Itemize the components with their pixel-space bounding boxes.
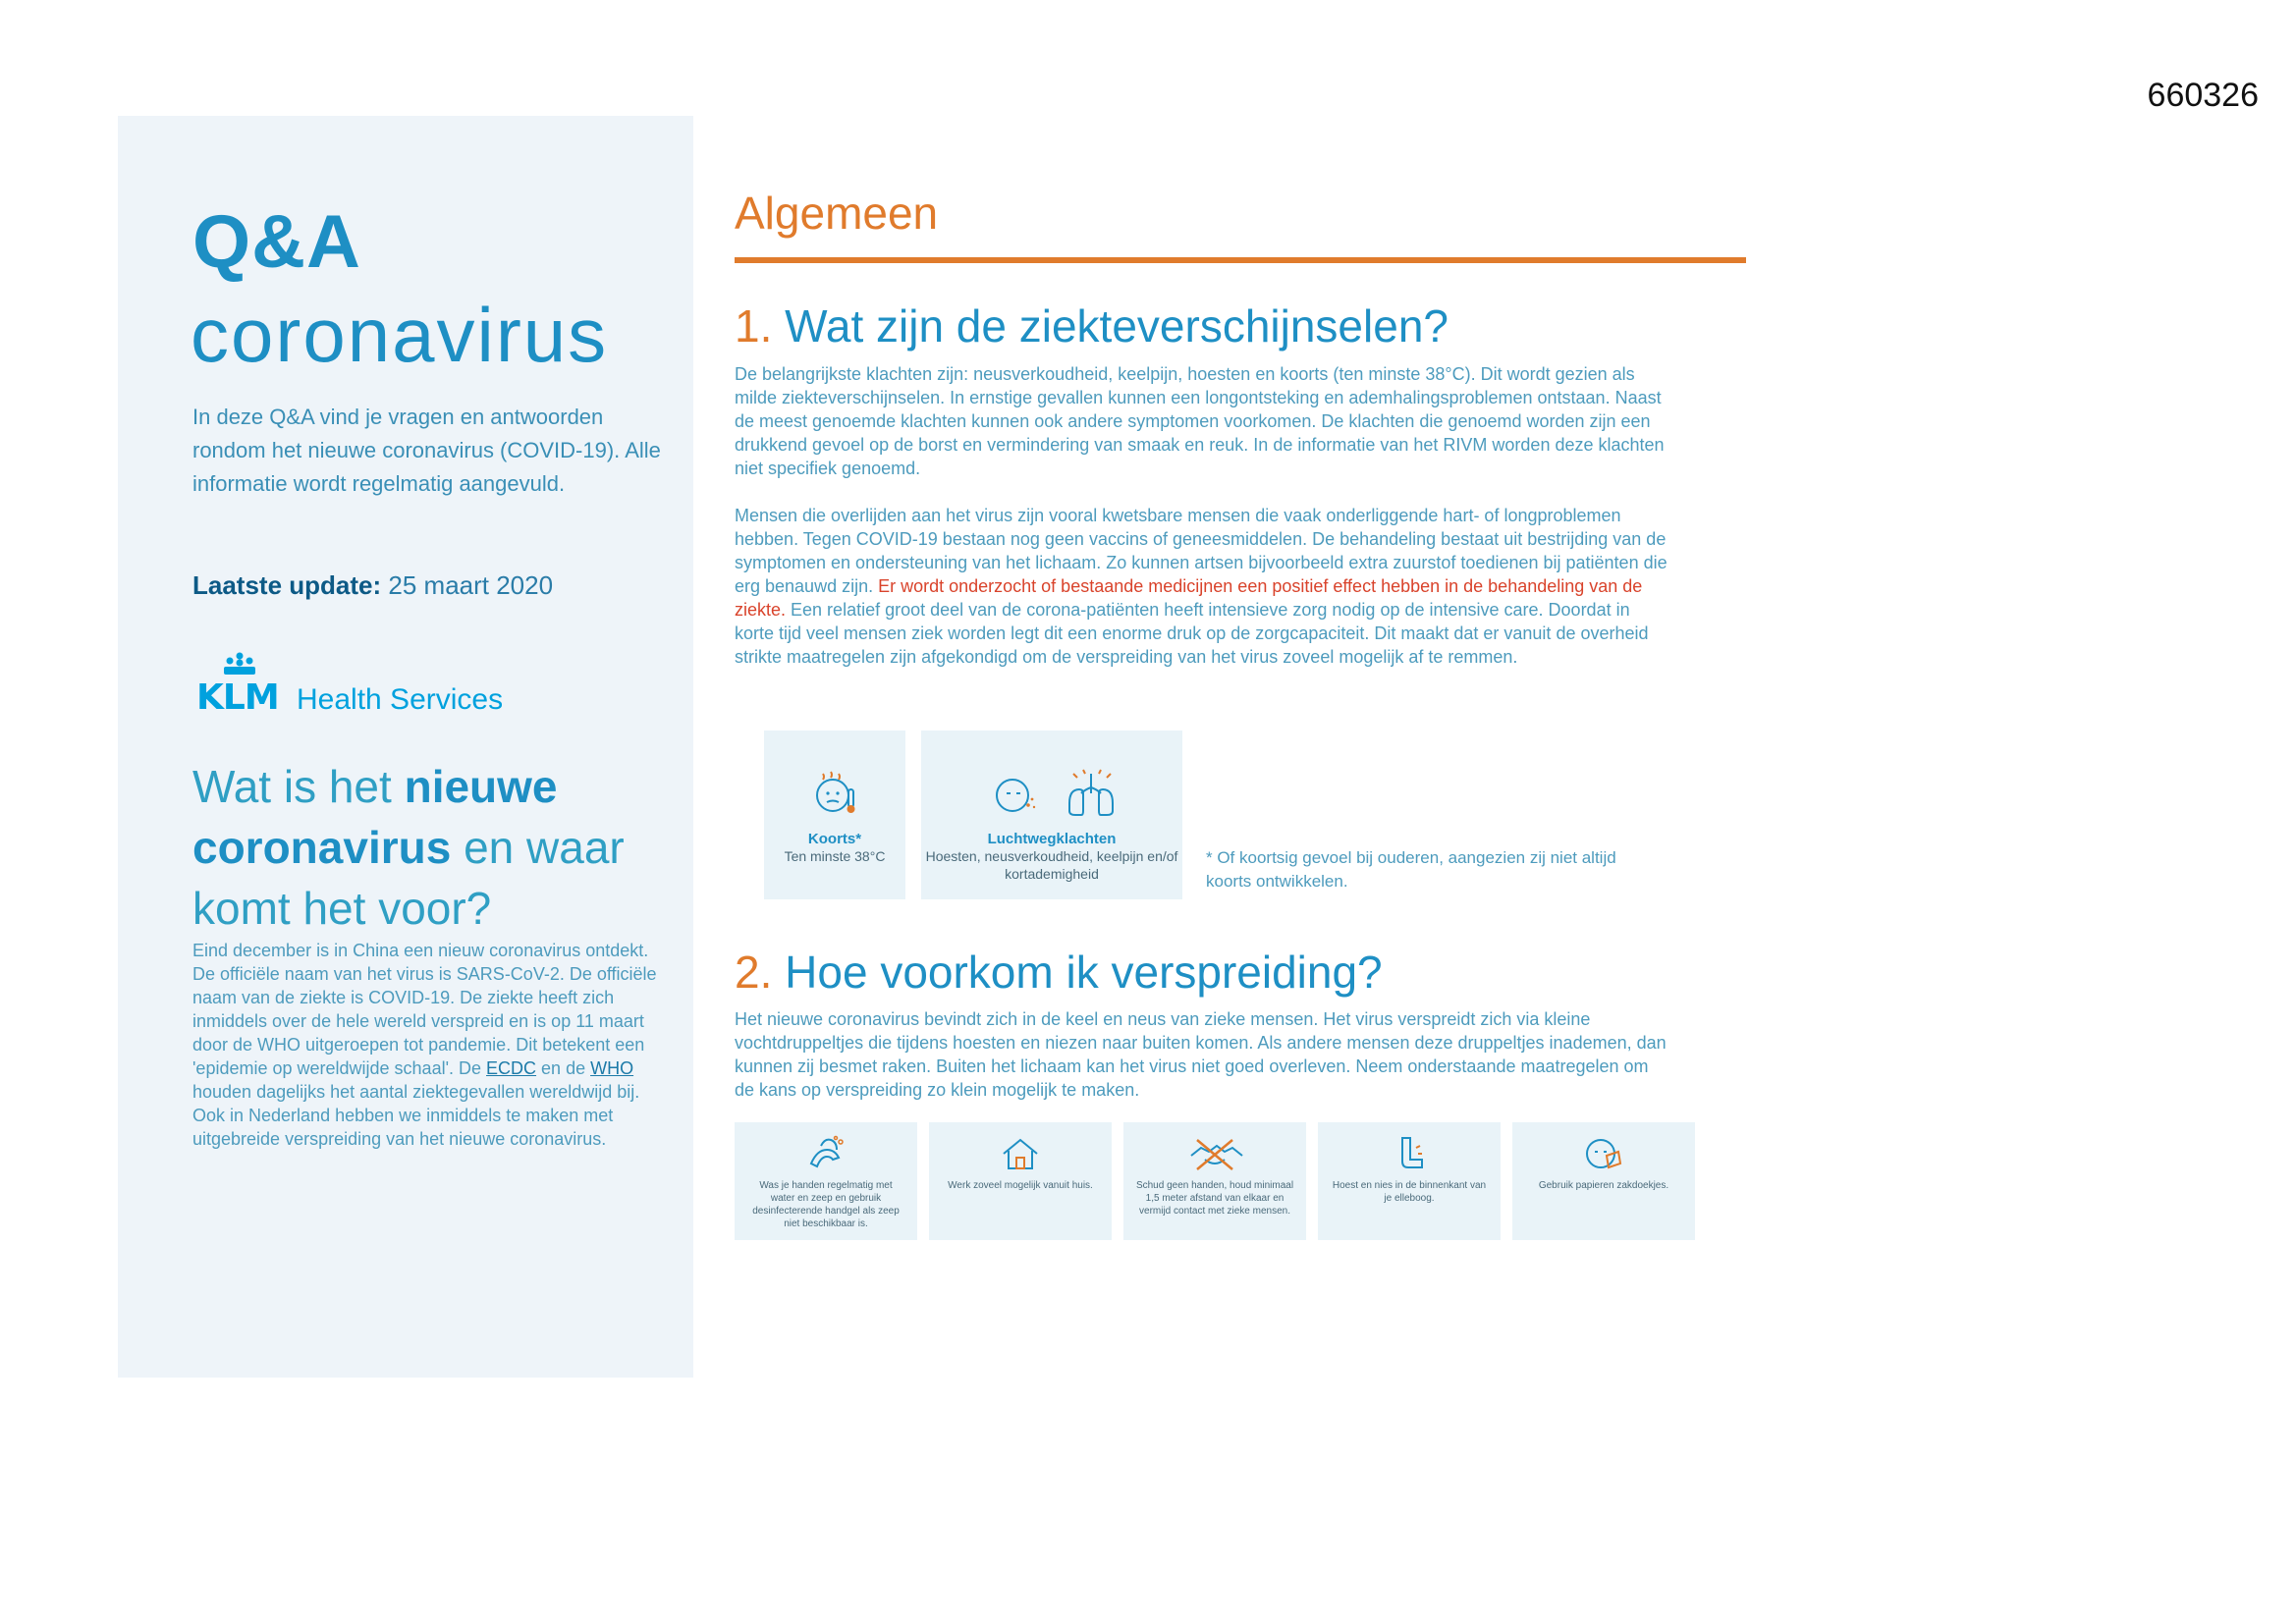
what-is-body — [192, 939, 674, 1151]
question-1-heading — [735, 299, 1449, 352]
question-2-paragraph: Het nieuwe coronavirus bevindt zich in de keel en neus van zieke mensen. Het virus verspreidt zich via kleine vochtdruppeltjes die tijdens hoesten en niezen naar buiten komen. Als andere mensen deze druppeltjes inademen, dan kunnen zij besmet raken. Buiten het lichaam kan het virus niet goed overleven. Neem onderstaande maatregelen om de kans op verspreiding zo klein mogelijk te maken. — [735, 1009, 1667, 1100]
what-heading-part2: en waar komt het voor? — [192, 822, 625, 934]
question-2-title: Hoe voorkom ik verspreiding? — [772, 947, 1383, 998]
last-update — [192, 570, 553, 601]
question-2-heading — [735, 946, 1383, 999]
tip-work-home-text: Werk zoveel mogelijk vanuit huis. — [948, 1180, 1093, 1191]
what-body-c: houden dagelijks het aantal ziektegevallen wereldwijd bij. Ook in Nederland hebben we inmiddels te maken met uitgebreide verspreiding van het nieuwe coronavirus. — [192, 1082, 640, 1149]
klm-health-services-logo — [196, 652, 570, 723]
tip-card-no-handshake — [1123, 1122, 1306, 1240]
what-heading-bold: nieuwe coronavirus — [192, 761, 558, 873]
title-qa: Q&A — [192, 200, 361, 284]
health-services-label: Health Services — [297, 683, 504, 716]
lungs-icon — [963, 766, 1140, 821]
intro-text: In deze Q&A vind je vragen en antwoorden rondom het nieuwe coronavirus (COVID-19). Alle informatie wordt regelmatig aangevuld. — [192, 405, 661, 496]
no-handshake-icon — [1185, 1134, 1244, 1173]
document-id: 660326 — [2147, 77, 2259, 114]
q1-p2-highlight: Er wordt onderzocht of bestaande medicijnen een positief effect hebben in de behandeling van de ziekte. — [735, 576, 1643, 620]
question-2-number: 2. — [735, 947, 773, 998]
tip-card-elbow — [1318, 1122, 1501, 1240]
what-is-heading — [192, 756, 683, 939]
question-1-number: 1. — [735, 300, 773, 352]
house-icon — [998, 1134, 1043, 1173]
tip-no-handshake-text: Schud geen handen, houd minimaal 1,5 meter afstand van elkaar en vermijd contact met zieke mensen. — [1135, 1180, 1294, 1217]
klm-wordmark: KLM — [196, 677, 279, 718]
symptoms-footnote: * Of koortsig gevoel bij ouderen, aangezien zij niet altijd koorts ontwikkelen. — [1206, 848, 1616, 891]
tip-elbow-text: Hoest en nies in de binnenkant van je elleboog. — [1332, 1180, 1487, 1204]
q1-p2-part-a: Mensen die overlijden aan het virus zijn vooral kwetsbare mensen die vaak onderliggende hart- of longproblemen hebben. Tegen COVID-19 bestaan nog geen vaccins of geneesmiddelen. De behandeling bestaat uit bestrijding van de symptomen en ondersteuning van het lichaam. Zo kunnen artsen bijvoorbeeld extra zuurstof toedienen bij patiënten die erg benauwd zijn. — [735, 506, 1667, 596]
prevention-tips — [735, 1122, 1697, 1240]
fever-face-icon — [807, 766, 862, 821]
symptom-respiratory-sub: Hoesten, neusverkoudheid, keelpijn en/of kortademigheid — [925, 848, 1178, 882]
section-divider — [735, 257, 1746, 263]
what-body-b: en de — [536, 1058, 591, 1078]
tip-card-hand-wash — [735, 1122, 917, 1240]
elbow-icon — [1387, 1134, 1432, 1173]
who-link[interactable]: WHO — [590, 1058, 634, 1078]
symptom-fever-sub: Ten minste 38°C — [784, 848, 886, 864]
tip-card-tissue — [1512, 1122, 1695, 1240]
symptom-card-fever — [764, 731, 905, 899]
section-title: Algemeen — [735, 188, 939, 239]
tip-hand-wash-text: Was je handen regelmatig met water en zeep en gebruik desinfecterende handgel als zeep niet beschikbaar is. — [752, 1180, 900, 1229]
symptom-fever-title: Koorts* — [807, 831, 862, 847]
symptom-card-respiratory — [921, 731, 1182, 899]
klm-crown-icon — [218, 652, 261, 679]
what-body-a: Eind december is in China een nieuw coronavirus ontdekt. De officiële naam van het virus is SARS-CoV-2. De officiële naam van de ziekte is COVID-19. De ziekte heeft zich inmiddels over de hele wereld verspreid en is op 11 maart door de WHO uitgeroepen tot pandemie. Dit betekent een 'epidemie op wereldwijde schaal'. De — [192, 941, 657, 1078]
last-update-label: Laatste update: — [192, 570, 382, 600]
symptom-respiratory-title: Luchtwegklachten — [987, 831, 1117, 847]
tip-tissue-text: Gebruik papieren zakdoekjes. — [1538, 1180, 1669, 1191]
left-info-panel — [118, 116, 693, 1378]
question-1-title: Wat zijn de ziekteverschijnselen? — [772, 300, 1449, 352]
hand-wash-icon — [803, 1134, 848, 1173]
title-coronavirus: coronavirus — [191, 292, 609, 378]
q1-p2-part-b: Een relatief groot deel van de corona-patiënten heeft intensieve zorg nodig op de intensive care. Doordat in korte tijd veel mensen ziek worden legt dit een enorme druk op de zorgcapaciteit. Dit maakt dat er vanuit de overheid strikte maatregelen zijn afgekondigd om de verspreiding van het virus zoveel mogelijk af te remmen. — [735, 600, 1649, 667]
question-1-paragraph-2 — [735, 504, 1667, 669]
last-update-date: 25 maart 2020 — [388, 570, 554, 600]
ecdc-link[interactable]: ECDC — [486, 1058, 537, 1078]
what-heading-part1: Wat is het — [192, 761, 405, 812]
question-1-paragraph-1: De belangrijkste klachten zijn: neusverkoudheid, keelpijn, hoesten en koorts (ten minste 38°C). Dit wordt gezien als milde ziekteverschijnselen. In ernstige gevallen kunnen een longontsteking en ademhalingsproblemen ontstaan. Naast de meest genoemde klachten kunnen ook andere symptomen voorkomen. De klachten die genoemd worden zijn een drukkend gevoel op de borst en vermindering van smaak en reuk. In de informatie van het RIVM worden deze klachten niet specifiek genoemd. — [735, 364, 1665, 478]
tissue-icon — [1581, 1134, 1626, 1173]
tip-card-work-home — [929, 1122, 1112, 1240]
